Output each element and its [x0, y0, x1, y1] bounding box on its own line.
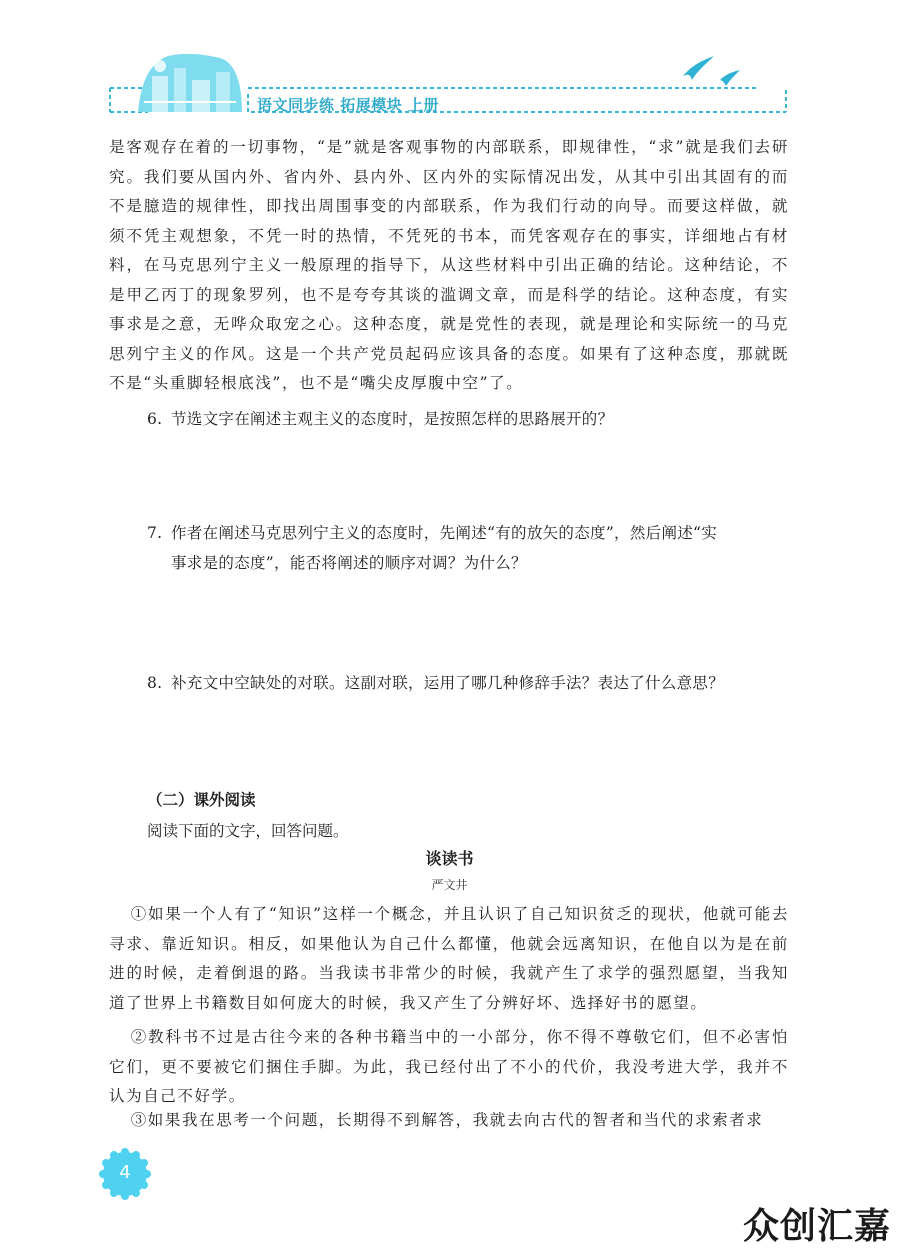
- header-title: 语文同步练 拓展模块 上册: [257, 96, 439, 114]
- question-number: 8.: [147, 674, 163, 692]
- page-number: 4: [119, 1162, 131, 1183]
- question-text-continued: 事求是的态度”，能否将阐述的顺序对调？为什么？: [171, 554, 527, 572]
- header-banner: [108, 50, 788, 120]
- page-number-badge: [99, 1148, 151, 1200]
- article-title: 谈读书: [425, 849, 474, 868]
- building-illustration-icon: [138, 54, 242, 112]
- question-text: 补充文中空缺处的对联。这副对联，运用了哪几种修辞手法？表达了什么意思？: [171, 674, 725, 692]
- question-text: 节选文字在阐述主观主义的态度时，是按照怎样的思路展开的？: [171, 410, 614, 428]
- article-paragraph-2: ②教科书不过是古往今来的各种书籍当中的一小部分，你不得不尊敬它们，但不必害怕它们，更不要被它们捆住手脚。为此，我已经付出了不小的代价，我没考进大学，我并不认为自己不好学。: [109, 1028, 789, 1105]
- article-author: 严文井: [431, 878, 468, 892]
- seagull-icon: [683, 56, 740, 86]
- question-number: 7.: [147, 524, 163, 542]
- question-number: 6.: [147, 410, 163, 428]
- article-paragraph-1: ①如果一个人有了“知识”这样一个概念，并且认识了自己知识贫乏的现状，他就可能去寻求、靠近知识。相反，如果他认为自己什么都懂，他就会远离知识，在他自以为是在前进的时候，走着倒退的路。当我读书非常少的时候，我就产生了求学的强烈愿望，当我知道了世界上书籍数目如何庞大的时候，我又产生了分辨好坏、选择好书的愿望。: [109, 905, 789, 1012]
- passage-continued: 是客观存在着的一切事物，“是”就是客观事物的内部联系，即规律性，“求”就是我们去研究。我们要从国内外、省内外、县内外、区内外的实际情况出发，从其中引出其固有的而不是臆造的规律性，即找出周围事变的内部联系，作为我们行动的向导。而要这样做，就须不凭主观想象，不凭一时的热情，不凭死的书本，而凭客观存在的事实，详细地占有材料，在马克思列宁主义一般原理的指导下，从这些材料中引出正确的结论。这种结论，不是甲乙丙丁的现象罗列，也不是夸夸其谈的滥调文章，而是科学的结论。这种态度，有实事求是之意，无哗众取宠之心。这种态度，就是党性的表现，就是理论和实际统一的马克思列宁主义的作风。这是一个共产党员起码应该具备的态度。如果有了这种态度，那就既不是“头重脚轻根底浅”，也不是“嘴尖皮厚腹中空”了。: [109, 138, 789, 392]
- section-title: （二）课外阅读: [147, 791, 256, 809]
- article-paragraph-3: ③如果我在思考一个问题，长期得不到解答，我就去向古代的智者和当代的求索者求: [130, 1111, 764, 1129]
- question-8: [147, 668, 797, 698]
- question-7: [147, 518, 797, 578]
- question-text: 作者在阐述马克思列宁主义的态度时，先阐述“有的放矢的态度”，然后阐述“实: [171, 524, 718, 542]
- section-instruction: 阅读下面的文字，回答问题。: [147, 822, 349, 840]
- question-6: [147, 404, 787, 434]
- watermark: 众创汇嘉: [742, 1206, 891, 1247]
